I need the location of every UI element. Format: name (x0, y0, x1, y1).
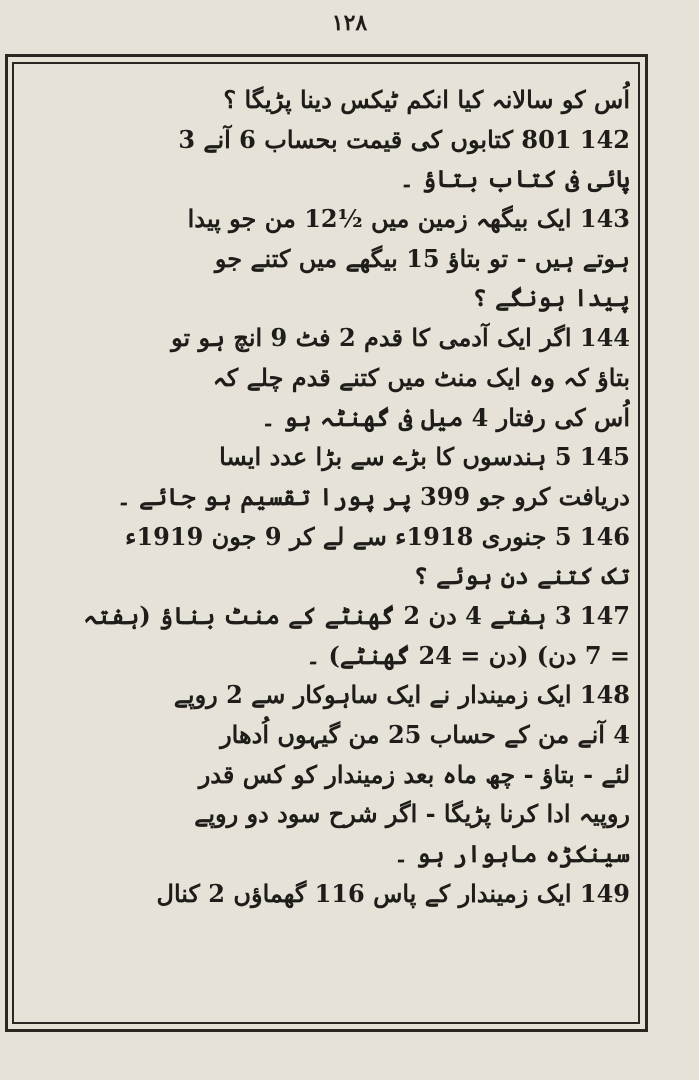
text-line: تک کتنے دن ہوئے ؟ (413, 561, 630, 591)
page-text (30, 80, 630, 1015)
text-line: لئے - بتاؤ - چھ ماہ بعد زمیندار کو کس قدر (198, 759, 630, 789)
text-line: پائی فی کتاب بتاؤ ۔ (399, 164, 630, 194)
text-line: بتاؤ کہ وہ ایک منٹ میں کتنے قدم چلے کہ (212, 362, 630, 392)
text-line: سینکڑہ ماہوار ہو ۔ (393, 839, 630, 869)
text-line: 143 ایک بیگھہ زمین میں ½12 من جو پیدا (187, 204, 630, 234)
text-line: اُس کی رفتار 4 میل فی گھنٹہ ہو ۔ (261, 402, 630, 432)
text-line: روپیہ ادا کرنا پڑیگا - اگر شرح سود دو روپے (194, 799, 630, 829)
page-number: ۱۲۸ (331, 10, 368, 36)
text-line: 142 801 کتابوں کی قیمت بحساب 6 آنے 3 (178, 124, 630, 154)
text-line: = 7 دن) (دن = 24 گھنٹے) ۔ (306, 640, 630, 670)
text-line: ہوتے ہیں - تو بتاؤ 15 بیگھے میں کتنے جو (214, 243, 630, 273)
text-line: 4 آنے من کے حساب 25 من گیہوں اُدھار (220, 720, 630, 749)
text-line: 144 اگر ایک آدمی کا قدم 2 فٹ 9 انچ ہو تو (171, 323, 630, 353)
text-line: پیدا ہونگے ؟ (472, 283, 630, 313)
text-line: اُس کو سالانہ کیا انکم ٹیکس دینا پڑیگا ؟ (223, 85, 630, 114)
text-line: 147 3 ہفتے 4 دن 2 گھنٹے کے منٹ بناؤ (ہفتہ (83, 600, 630, 630)
text-line: 145 5 ہندسوں کا بڑے سے بڑا عدد ایسا (219, 442, 630, 472)
text-line: 149 ایک زمیندار کے پاس 116 گھماؤں 2 کنال (156, 878, 630, 908)
text-line: 146 5 جنوری 1918ء سے لے کر 9 جون 1919ء (125, 521, 630, 551)
text-line: دریافت کرو جو 399 پر پورا تقسیم ہو جائے ۔ (116, 481, 630, 511)
text-line: 148 ایک زمیندار نے ایک ساہوکار سے 2 روپے (173, 680, 630, 710)
